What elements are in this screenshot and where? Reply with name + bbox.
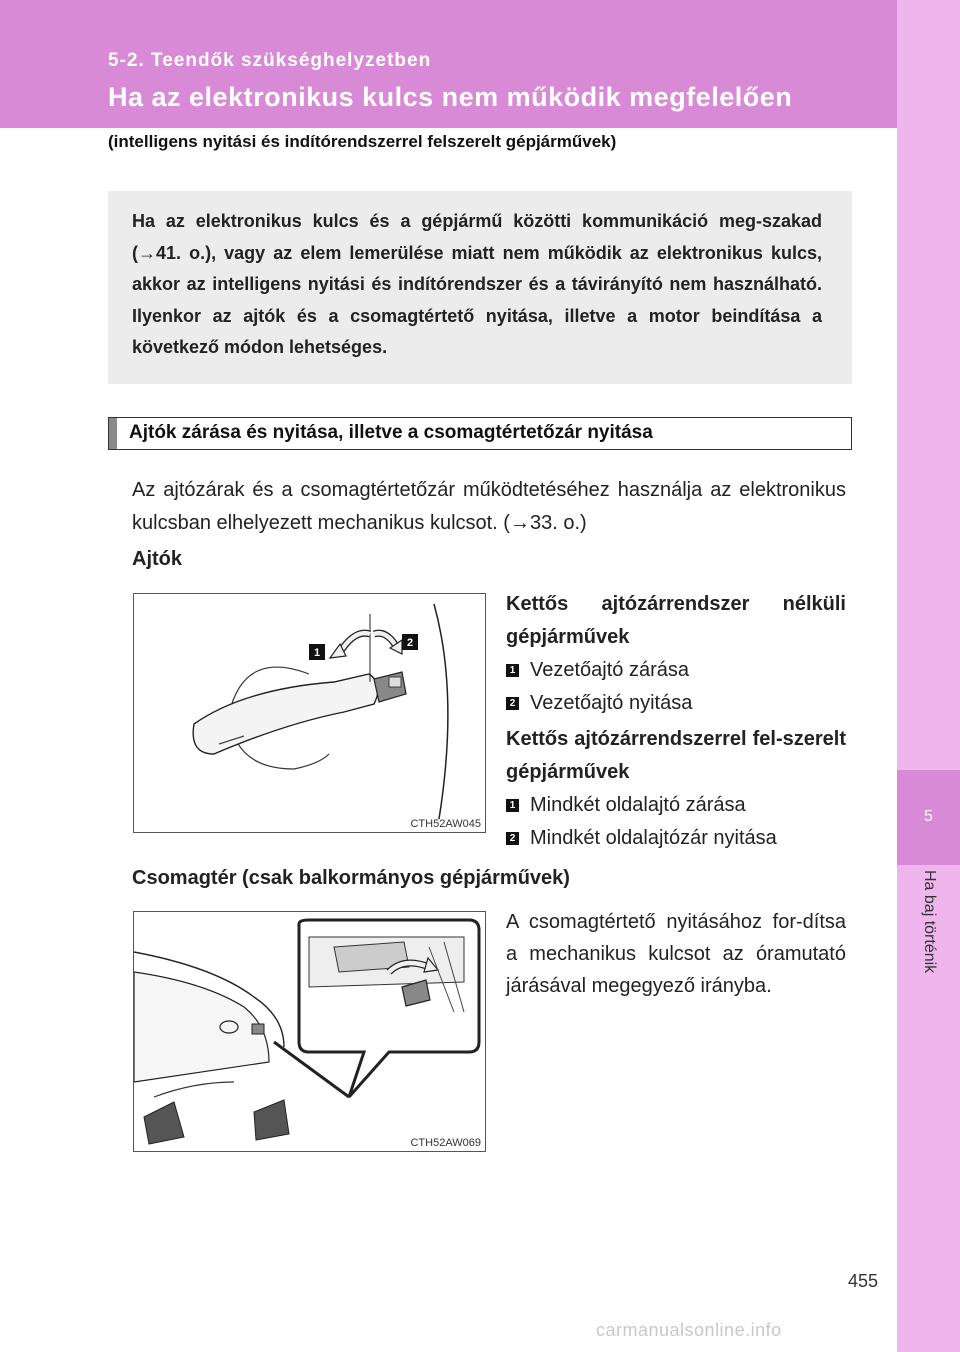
doors-instructions	[506, 588, 846, 855]
chapter-label	[901, 870, 957, 1020]
figure-code: CTH52AW069	[410, 1137, 481, 1149]
section-heading	[108, 417, 852, 450]
figure-code: CTH52AW045	[410, 818, 481, 830]
list-item	[506, 789, 846, 822]
trunk-heading: Csomagtér (csak balkormányos gépjárművek)	[132, 867, 570, 889]
step-badge: 2	[506, 697, 519, 710]
body-text: Az ajtózárak és a csomagtértetőzár működtetéséhez használja az elektronikus kulcsban elhelyezett mechanikus kulcsot. (→33. o.)	[132, 479, 846, 534]
watermark: carmanualsonline.info	[596, 1320, 782, 1340]
intro-box	[108, 191, 852, 384]
svg-text:2: 2	[406, 637, 414, 649]
section-label: 5-2. Teendők szükséghelyzetben	[108, 50, 432, 71]
page-subtitle: (intelligens nyitási és indítórendszerrel felszerelt gépjárművek)	[108, 132, 617, 151]
figure-badge-2	[402, 634, 418, 650]
intro-text: Ha az elektronikus kulcs és a gépjármű közötti kommunikáció meg-szakad (→41. o.), vagy az elem lemerülése miatt nem működik az elektronikus kulcs, akkor az intelligens nyitási és indítórendszer és a távirányító nem használható. Ilyenkor az ajtók és a csomagtértető nyitása, illetve a motor beindítása a következő módon lehetséges.	[132, 211, 822, 357]
list-item	[506, 822, 846, 855]
trunk-illustration	[134, 912, 485, 1151]
list-item-text: Mindkét oldalajtó zárása	[530, 794, 746, 816]
list-item-text: Vezetőajtó nyitása	[530, 692, 693, 714]
trunk-text: A csomagtértető nyitásához for-dítsa a mechanikus kulcsot az óramutató járásával megegyező irányba.	[506, 911, 846, 997]
list-item-text: Mindkét oldalajtózár nyitása	[530, 827, 777, 849]
group2-title: Kettős ajtózárrendszerrel fel-szerelt gépjárművek	[506, 728, 846, 783]
doors-heading: Ajtók	[132, 548, 182, 570]
door-handle-illustration	[134, 594, 485, 832]
chapter-side-tab	[897, 0, 960, 1352]
figure-badge-1	[309, 644, 325, 660]
group1-title: Kettős ajtózárrendszer nélküli gépjárművek	[506, 593, 846, 648]
chapter-label-text: Ha baj történik	[921, 870, 938, 974]
step-badge: 1	[506, 664, 519, 677]
list-item	[506, 687, 846, 720]
trunk-figure	[133, 911, 486, 1152]
page-header	[0, 0, 897, 128]
door-handle-figure	[133, 593, 486, 833]
list-item-text: Vezetőajtó zárása	[530, 659, 689, 681]
list-item	[506, 654, 846, 687]
page-number: 455	[848, 1271, 879, 1291]
page-title: Ha az elektronikus kulcs nem működik megfelelően	[108, 82, 793, 112]
step-badge: 1	[506, 799, 519, 812]
section-heading-text: Ajtók zárása és nyitása, illetve a csomagtértetőzár nyitása	[129, 422, 653, 443]
svg-text:1: 1	[313, 647, 321, 659]
step-badge: 2	[506, 832, 519, 845]
heading-accent	[109, 418, 117, 449]
chapter-number: 5	[924, 808, 933, 825]
